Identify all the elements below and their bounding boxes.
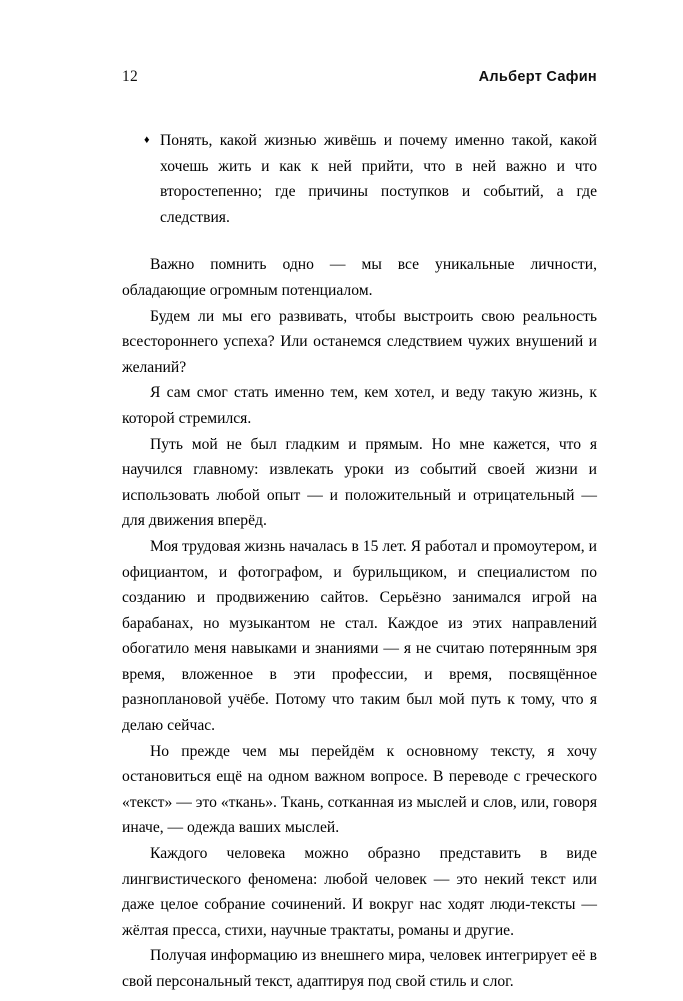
paragraph: Путь мой не был гладким и прямым. Но мне кажется, что я научился главному: извлекать уроки из событий своей жизни и использовать любой опыт — и положительный и отрицательный — для движения вперёд.: [122, 435, 597, 530]
paragraph: Каждого человека можно образно представить в виде лингвистического феномена: любой человек — это некий текст или даже целое собрание сочинений. И вокруг нас ходят люди-тексты — жёлтая пресса, стихи, научные трактаты, романы и другие.: [122, 845, 597, 939]
paragraph: Я сам смог стать именно тем, кем хотел, и веду такую жизнь, к которой стремился.: [122, 384, 597, 427]
paragraph: Моя трудовая жизнь началась в 15 лет. Я работал и промоутером, и официантом, и фотографом, и бурильщиком, и специалистом по созданию и продвижению сайтов. Серьёзно занимался игрой на барабанах, но музыкантом не стал. Каждое из этих направлений обогатило меня навыками и знаниями — я не считаю потерянным зря время, вложенное в эти профессии, и время, посвящённое разноплановой учёбе. Потому что таким был мой путь к тому, что я делаю сейчас.: [122, 537, 597, 735]
bullet-item-text: Понять, какой жизнью живёшь и почему именно такой, какой хочешь жить и как к ней прийти, что в ней важно и что второстепенно; где причины поступков и событий, а где следствия.: [160, 132, 597, 226]
diamond-bullet-icon: ♦: [144, 134, 150, 146]
running-head-author: Альберт Сафин: [478, 69, 597, 85]
page-body: [122, 128, 597, 995]
bullet-list-item: [144, 128, 597, 230]
page-number: 12: [122, 68, 138, 85]
paragraph: Но прежде чем мы перейдём к основному тексту, я хочу остановиться ещё на одном важном вопросе. В переводе с греческого «текст» — это «ткань». Ткань, сотканная из мыслей и слов, или, говоря иначе, — одежда ваших мыслей.: [122, 742, 597, 837]
paragraph: Получая информацию из внешнего мира, человек интегрирует её в свой персональный текст, адаптируя под свой стиль и слог.: [122, 947, 597, 990]
paragraph: Важно помнить одно — мы все уникальные личности, обладающие огромным потенциалом.: [122, 256, 597, 299]
page-header: [122, 68, 597, 98]
paragraph: Будем ли мы его развивать, чтобы выстроить свою реальность всестороннего успеха? Или останемся следствием чужих внушений и желаний?: [122, 307, 597, 376]
